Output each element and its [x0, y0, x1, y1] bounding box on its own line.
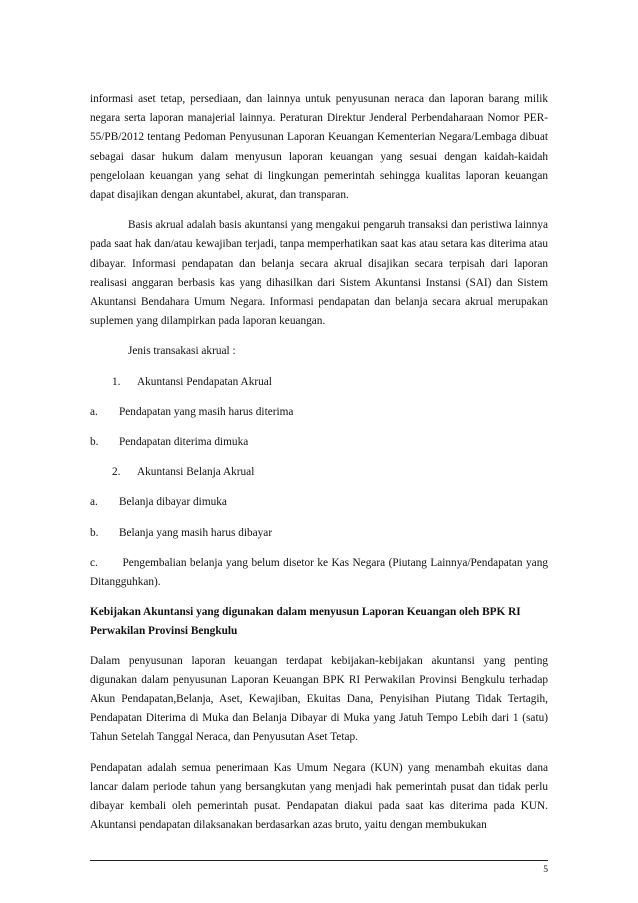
- page-body: [90, 90, 548, 847]
- list-marker: a.: [90, 496, 98, 509]
- list-marker: b.: [90, 526, 99, 539]
- section-heading: Kebijakan Akuntansi yang digunakan dalam menyusun Laporan Keuangan oleh BPK RI Perwakilan Provinsi Bengkulu: [90, 606, 521, 638]
- paragraph-intro-aset: informasi aset tetap, persediaan, dan lainnya untuk penyusunan neraca dan laporan barang milik negara serta laporan manajerial lainnya. Peraturan Direktur Jenderal Perbendaharaan Nomor PER-55/PB/2012 tentang Pedoman Penyusunan Laporan Keuangan Kementerian Negara/Lembaga dibuat sebagai dasar hukum dalam menyusun laporan keuangan yang sesuai dengan kaidah-kaidah pengelolaan keuangan yang sehat di lingkungan pemerintah sehingga kualitas laporan keuangan dapat disajikan dengan akuntabel, akurat, dan transparan.: [90, 93, 548, 202]
- paragraph-kebijakan: Dalam penyusunan laporan keuangan terdapat kebijakan-kebijakan akuntansi yang penting digunakan dalam penyusunan Laporan Keuangan BPK RI Perwakilan Provinsi Bengkulu terhadap Akun Pendapatan,Belanja, Aset, Kewajiban, Ekuitas Dana, Penyisihan Piutang Tidak Tertagih, Pendapatan Diterima di Muka dan Belanja Dibayar di Muka yang Jatuh Tempo Lebih dari 1 (satu) Tahun Setelah Tanggal Neraca, dan Penyusutan Aset Tetap.: [90, 654, 548, 744]
- list-text: Akuntansi Pendapatan Akrual: [137, 375, 272, 388]
- list-text: Belanja yang masih harus dibayar: [119, 526, 273, 539]
- paragraph-basis-akrual: Basis akrual adalah basis akuntansi yang mengakui pengaruh transaksi dan peristiwa lainnya pada saat hak dan/atau kewajiban terjadi, tanpa memperhatikan saat kas atau setara kas diterima atau dibayar. Informasi pendapatan dan belanja secara akrual disajikan secara terpisah dari laporan realisasi anggaran berbasis kas yang dihasilkan dari Sistem Akuntansi Instansi (SAI) dan Sistem Akuntansi Bendahara Umum Negara. Informasi pendapatan dan belanja secara akrual merupakan suplemen yang dilampirkan pada laporan keuangan.: [90, 219, 548, 328]
- list-marker: 2.: [112, 466, 121, 479]
- list-marker: 1.: [112, 375, 121, 388]
- paragraph-pendapatan: Pendapatan adalah semua penerimaan Kas Umum Negara (KUN) yang menambah ekuitas dana lancar dalam periode tahun yang bersangkutan yang menjadi hak pemerintah pusat dan tidak perlu dibayar kembali oleh pemerintah pusat. Pendapatan diakui pada saat kas diterima pada KUN. Akuntansi pendapatan dilaksanakan berdasarkan azas bruto, yaitu dengan membukukan: [90, 761, 548, 832]
- list-intro: Jenis transakasi akrual :: [128, 345, 236, 358]
- list-item-belanja-harus-dibayar: [90, 524, 548, 543]
- list-item-pengembalian-belanja: [90, 554, 548, 592]
- footer-divider: [90, 860, 548, 861]
- page-number: 5: [543, 865, 548, 875]
- list-item-belanja-dibayar-dimuka: [90, 493, 548, 512]
- list-text: Belanja dibayar dimuka: [119, 496, 227, 509]
- list-item-pendapatan-harus-diterima: [90, 403, 548, 422]
- list-item-akuntansi-belanja: [90, 463, 548, 482]
- list-text: Akuntansi Belanja Akrual: [137, 466, 255, 479]
- list-item-akuntansi-pendapatan: [90, 373, 548, 392]
- list-marker: b.: [90, 436, 99, 449]
- list-text: Pendapatan yang masih harus diterima: [119, 405, 294, 418]
- list-marker: c.: [90, 556, 98, 569]
- list-item-pendapatan-diterima-dimuka: [90, 433, 548, 452]
- list-text: Pendapatan diterima dimuka: [119, 436, 249, 449]
- list-text: Pengembalian belanja yang belum disetor ke Kas Negara (Piutang Lainnya/Pendapatan yang Ditangguhkan).: [90, 556, 548, 589]
- list-marker: a.: [90, 405, 98, 418]
